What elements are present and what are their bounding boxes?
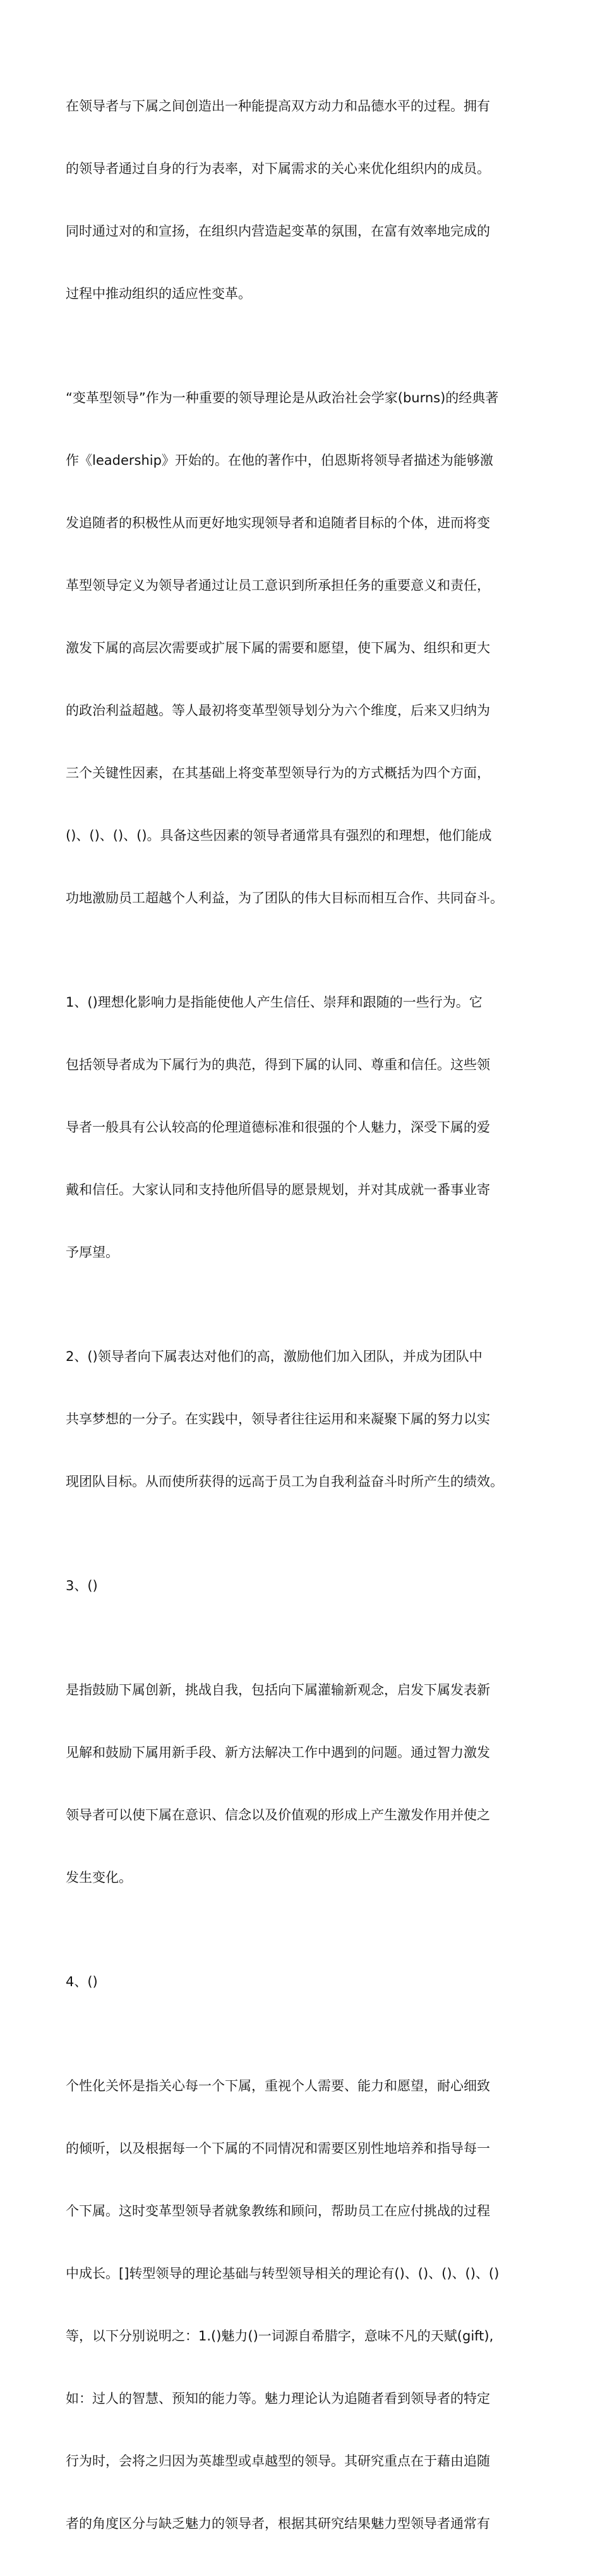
text-line: 戴和信任。大家认同和支持他所倡导的愿景规划，并对其成就一番事业寄 <box>66 1182 490 1197</box>
text-line: 者的角度区分与缺乏魅力的领导者，根据其研究结果魅力型领导者通常有 <box>66 2516 490 2531</box>
text-line: ()、()、()、()。具备这些因素的领导者通常具有强烈的和理想，他们能成 <box>66 828 492 843</box>
text-line: 见解和鼓励下属用新手段、新方法解决工作中遇到的问题。通过智力激发 <box>66 1745 490 1760</box>
paragraph-point-3 <box>66 1638 552 1930</box>
text-line: 予厚望。 <box>66 1245 119 1260</box>
paragraph-point-2 <box>66 1305 552 1534</box>
text-line: 3、() <box>66 1578 98 1593</box>
paragraph-point-4 <box>66 2034 552 2576</box>
text-line: 发追随者的积极性从而更好地实现领导者和追随者目标的个体，进而将变 <box>66 515 490 530</box>
document-body <box>66 54 552 2576</box>
text-line: 过程中推动组织的适应性变革。 <box>66 286 251 301</box>
heading-point-3 <box>66 1534 552 1638</box>
text-line: 行为时，会将之归因为英雄型或卓越型的领导。其研究重点在于藉由追随 <box>66 2453 490 2469</box>
text-line: 领导者可以使下属在意识、信念以及价值观的形成上产生激发作用并使之 <box>66 1807 490 1823</box>
text-line: 的政治利益超越。等人最初将变革型领导划分为六个维度，后来又归纳为 <box>66 703 490 718</box>
heading-point-4 <box>66 1930 552 2034</box>
text-line: 功地激励员工超越个人利益，为了团队的伟大目标而相互合作、共同奋斗。 <box>66 890 503 906</box>
text-line: 的倾听，以及根据每一个下属的不同情况和需要区别性地培养和指导每一 <box>66 2141 490 2156</box>
text-line: 等，以下分别说明之：1.()魅力()一词源自希腊字，意味不凡的天赋(gift), <box>66 2328 494 2344</box>
text-line: 4、() <box>66 1974 98 1989</box>
text-line: 是指鼓励下属创新，挑战自我，包括向下属灌输新观念，启发下属发表新 <box>66 1682 490 1698</box>
paragraph-point-1 <box>66 950 552 1305</box>
text-line: 中成长。[]转型领导的理论基础与转型领导相关的理论有()、()、()、()、() <box>66 2266 500 2281</box>
text-line: 激发下属的高层次需要或扩展下属的需要和愿望，使下属为、组织和更大 <box>66 640 490 656</box>
text-line: 现团队目标。从而使所获得的远高于员工为自我利益奋斗时所产生的绩效。 <box>66 1474 503 1489</box>
paragraph-origin <box>66 346 552 950</box>
text-line: 同时通过对的和宣扬，在组织内营造起变革的氛围，在富有效率地完成的 <box>66 224 490 239</box>
paragraph-intro <box>66 54 552 346</box>
text-line: 包括领导者成为下属行为的典范，得到下属的认同、尊重和信任。这些领 <box>66 1057 490 1072</box>
text-line: 在领导者与下属之间创造出一种能提高双方动力和品德水平的过程。拥有 <box>66 99 490 114</box>
text-line: 的领导者通过自身的行为表率，对下属需求的关心来优化组织内的成员。 <box>66 161 490 176</box>
text-line: 如：过人的智慧、预知的能力等。魅力理论认为追随者看到领导者的特定 <box>66 2391 490 2406</box>
text-line: 三个关键性因素，在其基础上将变革型领导行为的方式概括为四个方面， <box>66 765 490 781</box>
text-line: 导者一般具有公认较高的伦理道德标准和很强的个人魅力，深受下属的爱 <box>66 1120 490 1135</box>
text-line: 个性化关怀是指关心每一个下属，重视个人需要、能力和愿望，耐心细致 <box>66 2078 490 2094</box>
text-line: 个下属。这时变革型领导者就象教练和顾问，帮助员工在应付挑战的过程 <box>66 2203 490 2219</box>
text-line: 共享梦想的一分子。在实践中，领导者往往运用和来凝聚下属的努力以实 <box>66 1411 490 1427</box>
text-line: 发生变化。 <box>66 1870 132 1885</box>
text-line: 1、()理想化影响力是指能使他人产生信任、崇拜和跟随的一些行为。它 <box>66 995 483 1010</box>
text-line: 2、()领导者向下属表达对他们的高，激励他们加入团队，并成为团队中 <box>66 1349 483 1364</box>
text-line: 革型领导定义为领导者通过让员工意识到所承担任务的重要意义和责任， <box>66 578 490 593</box>
text-line: 作《leadership》开始的。在他的著作中，伯恩斯将领导者描述为能够激 <box>66 453 493 468</box>
text-line: “变革型领导”作为一种重要的领导理论是从政治社会学家(burns)的经典著 <box>66 390 499 405</box>
